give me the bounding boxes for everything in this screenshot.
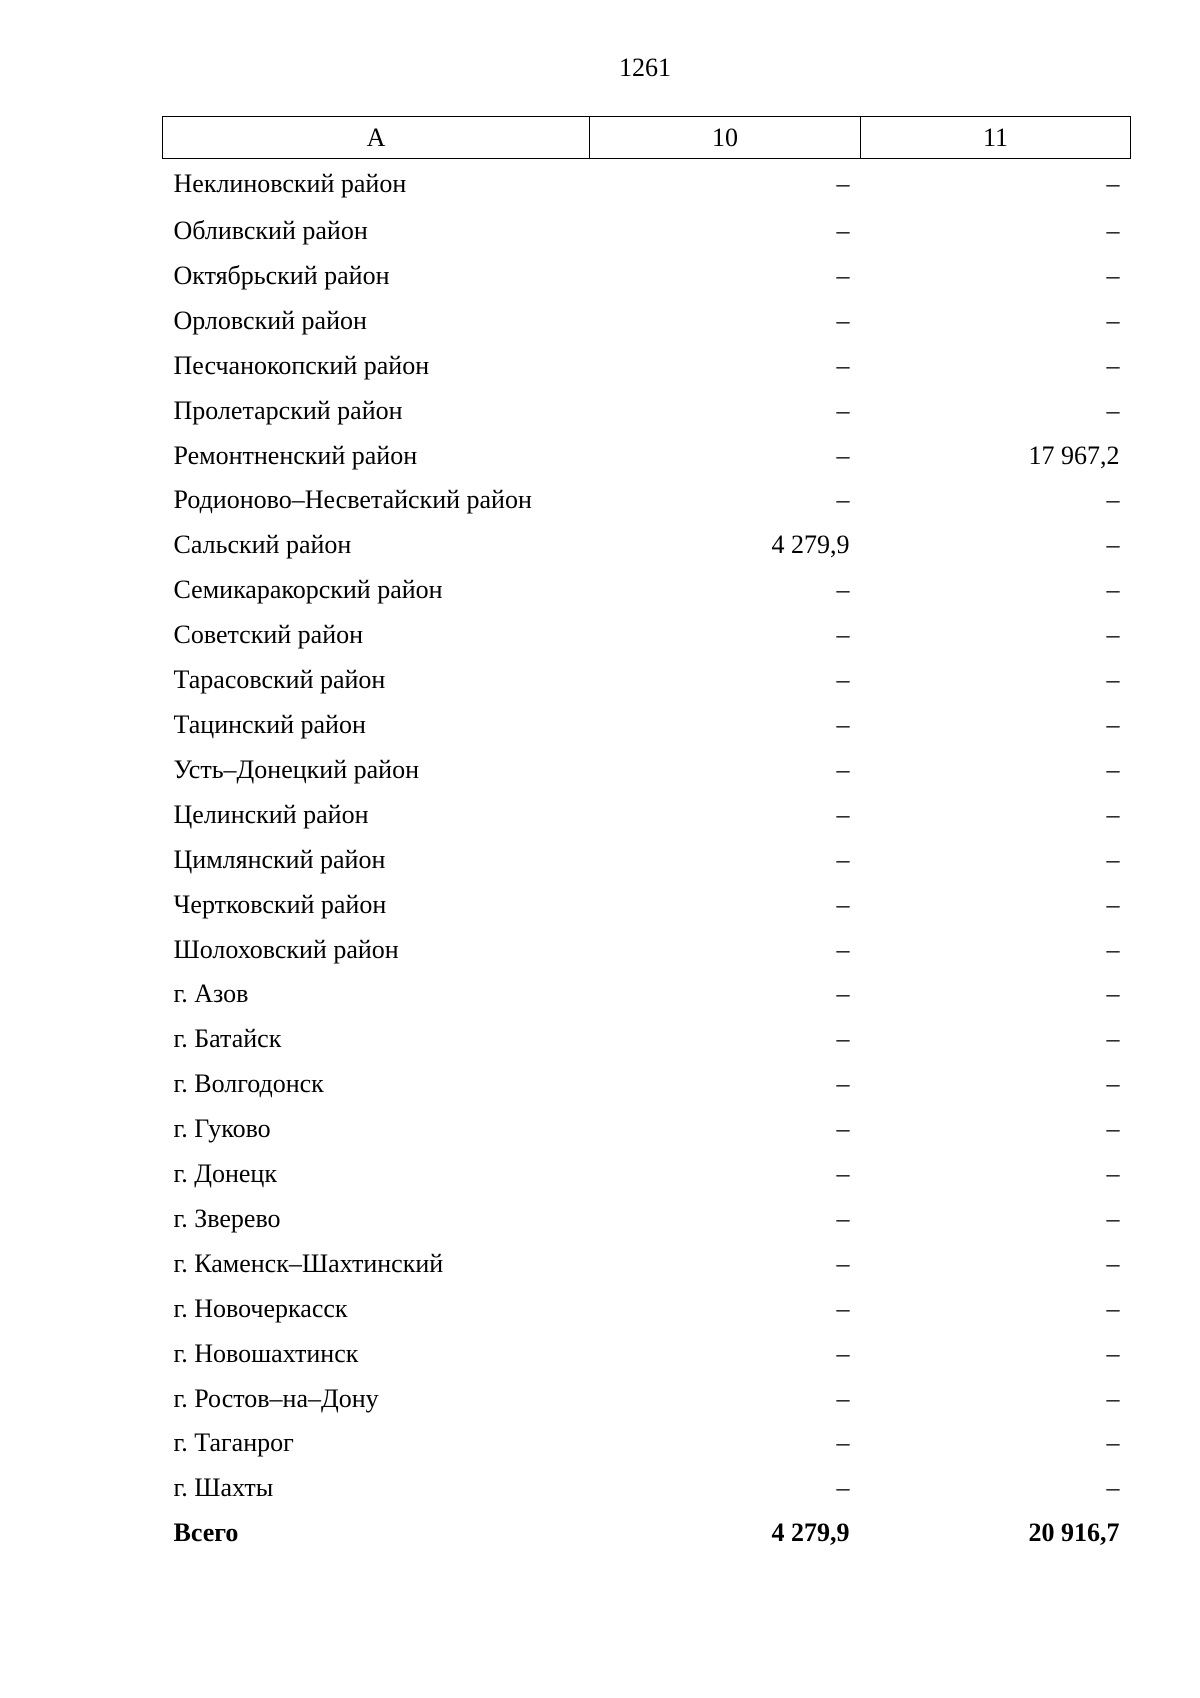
table-row	[163, 748, 1131, 793]
row-value-10: –	[836, 1338, 850, 1368]
row-value-10: –	[836, 1383, 850, 1413]
row-name: Неклиновский район	[173, 169, 407, 198]
row-value-10: –	[836, 1248, 850, 1278]
row-name: г. Таганрог	[173, 1428, 294, 1458]
row-name: г. Азов	[173, 979, 249, 1009]
total-row	[163, 1511, 1131, 1556]
table-row	[163, 159, 1131, 210]
table-row	[163, 1377, 1131, 1422]
row-value-10: –	[836, 1069, 850, 1099]
row-value-10: –	[836, 620, 850, 650]
table-row	[163, 1466, 1131, 1511]
row-value-11: –	[1106, 979, 1120, 1009]
table-row	[163, 389, 1131, 434]
row-value-11: –	[1106, 485, 1120, 515]
row-name: г. Гуково	[173, 1114, 271, 1144]
row-name: Ремонтненский район	[173, 440, 418, 470]
row-value-11: –	[1106, 1069, 1120, 1099]
row-value-10: –	[836, 1203, 850, 1233]
row-name: Тарасовский район	[173, 665, 386, 695]
total-value-10: 4 279,9	[771, 1518, 850, 1548]
row-name: Родионово–Несветайский район	[173, 485, 532, 515]
row-name: Шолоховский район	[173, 934, 399, 964]
row-value-10: –	[836, 395, 850, 425]
table-row	[163, 1421, 1131, 1466]
row-value-11: –	[1106, 395, 1120, 425]
row-name: Сальский район	[173, 530, 352, 560]
row-value-10: –	[836, 1428, 850, 1458]
table-row	[163, 344, 1131, 389]
row-name: г. Новочеркасск	[173, 1293, 348, 1323]
header-cell-10: 10	[590, 117, 861, 159]
row-name: г. Новошахтинск	[173, 1338, 359, 1368]
table-row	[163, 1062, 1131, 1107]
row-value-10: –	[836, 169, 850, 198]
row-value-10: –	[836, 216, 850, 245]
total-label: Всего	[173, 1518, 239, 1548]
row-name: Тацинский район	[173, 709, 366, 739]
row-value-10: –	[836, 1473, 850, 1503]
row-value-10: –	[836, 665, 850, 695]
row-name: г. Шахты	[173, 1473, 274, 1503]
row-value-10: –	[836, 799, 850, 829]
row-value-11: –	[1106, 530, 1120, 560]
table-row	[163, 1107, 1131, 1152]
table-row	[163, 793, 1131, 838]
row-name: г. Батайск	[173, 1024, 282, 1054]
table-header	[163, 117, 1131, 159]
row-name: г. Зверево	[173, 1203, 281, 1233]
row-value-11: –	[1106, 1159, 1120, 1189]
table-row	[163, 613, 1131, 658]
table-row	[163, 254, 1131, 299]
row-value-10: –	[836, 754, 850, 784]
table-row	[163, 523, 1131, 568]
row-name: Октябрьский район	[173, 260, 390, 290]
row-value-11: –	[1106, 169, 1120, 198]
total-value-11: 20 916,7	[1028, 1518, 1120, 1548]
row-name: Обливский район	[173, 216, 368, 245]
header-row	[163, 117, 1131, 159]
table-row	[163, 1197, 1131, 1242]
row-name: Семикаракорский район	[173, 575, 443, 605]
table-row	[163, 1017, 1131, 1062]
row-value-11: –	[1106, 799, 1120, 829]
row-value-10: –	[836, 889, 850, 919]
page-number: 1261	[619, 53, 671, 82]
row-name: Целинский район	[173, 799, 369, 829]
row-value-11: –	[1106, 1473, 1120, 1503]
row-value-11: –	[1106, 1293, 1120, 1323]
row-value-11: –	[1106, 1248, 1120, 1278]
table-body	[163, 159, 1131, 1557]
row-value-10: –	[836, 485, 850, 515]
row-value-11: –	[1106, 934, 1120, 964]
row-name: г. Каменск–Шахтинский	[173, 1248, 444, 1278]
table-row	[163, 1287, 1131, 1332]
row-value-10: 4 279,9	[771, 530, 850, 560]
header-cell-11: 11	[861, 117, 1131, 159]
row-value-11: –	[1106, 1383, 1120, 1413]
table-row	[163, 209, 1131, 254]
row-value-10: –	[836, 709, 850, 739]
row-value-10: –	[836, 440, 850, 470]
table-row	[163, 972, 1131, 1017]
header-cell-a: А	[163, 117, 590, 159]
row-name: Советский район	[173, 620, 364, 650]
table-row	[163, 568, 1131, 613]
row-name: Усть–Донецкий район	[173, 754, 419, 784]
row-value-10: –	[836, 934, 850, 964]
row-value-11: –	[1106, 350, 1120, 380]
row-name: г. Волгодонск	[173, 1069, 324, 1099]
row-name: Песчанокопский район	[173, 350, 430, 380]
row-value-11: –	[1106, 305, 1120, 335]
row-value-11: –	[1106, 665, 1120, 695]
table-row	[163, 299, 1131, 344]
row-name: г. Ростов–на–Дону	[173, 1383, 379, 1413]
row-value-11: –	[1106, 1024, 1120, 1054]
row-value-11: –	[1106, 1338, 1120, 1368]
data-table	[162, 116, 1131, 1556]
row-value-11: –	[1106, 1114, 1120, 1144]
table-row	[163, 658, 1131, 703]
table-row	[163, 703, 1131, 748]
row-value-10: –	[836, 1159, 850, 1189]
table-row	[163, 883, 1131, 928]
row-value-10: –	[836, 844, 850, 874]
row-value-11: –	[1106, 575, 1120, 605]
row-value-10: –	[836, 1293, 850, 1323]
table-row	[163, 434, 1131, 479]
table-row	[163, 1152, 1131, 1197]
row-value-11: –	[1106, 1203, 1120, 1233]
table-row	[163, 838, 1131, 883]
row-name: Цимлянский район	[173, 844, 386, 874]
row-name: Орловский район	[173, 305, 367, 335]
row-name: Чертковский район	[173, 889, 387, 919]
row-value-11: –	[1106, 754, 1120, 784]
row-value-10: –	[836, 1024, 850, 1054]
row-value-10: –	[836, 305, 850, 335]
row-value-11: 17 967,2	[1028, 440, 1120, 470]
row-value-11: –	[1106, 260, 1120, 290]
row-value-10: –	[836, 260, 850, 290]
row-value-11: –	[1106, 1428, 1120, 1458]
row-name: г. Донецк	[173, 1159, 277, 1189]
row-value-10: –	[836, 1114, 850, 1144]
row-value-10: –	[836, 575, 850, 605]
row-value-11: –	[1106, 216, 1120, 245]
table-row	[163, 1242, 1131, 1287]
row-value-10: –	[836, 350, 850, 380]
row-value-11: –	[1106, 620, 1120, 650]
table-row	[163, 478, 1131, 523]
table-row	[163, 928, 1131, 973]
row-value-11: –	[1106, 844, 1120, 874]
row-value-10: –	[836, 979, 850, 1009]
row-value-11: –	[1106, 889, 1120, 919]
table-row	[163, 1332, 1131, 1377]
row-value-11: –	[1106, 709, 1120, 739]
row-name: Пролетарский район	[173, 395, 403, 425]
